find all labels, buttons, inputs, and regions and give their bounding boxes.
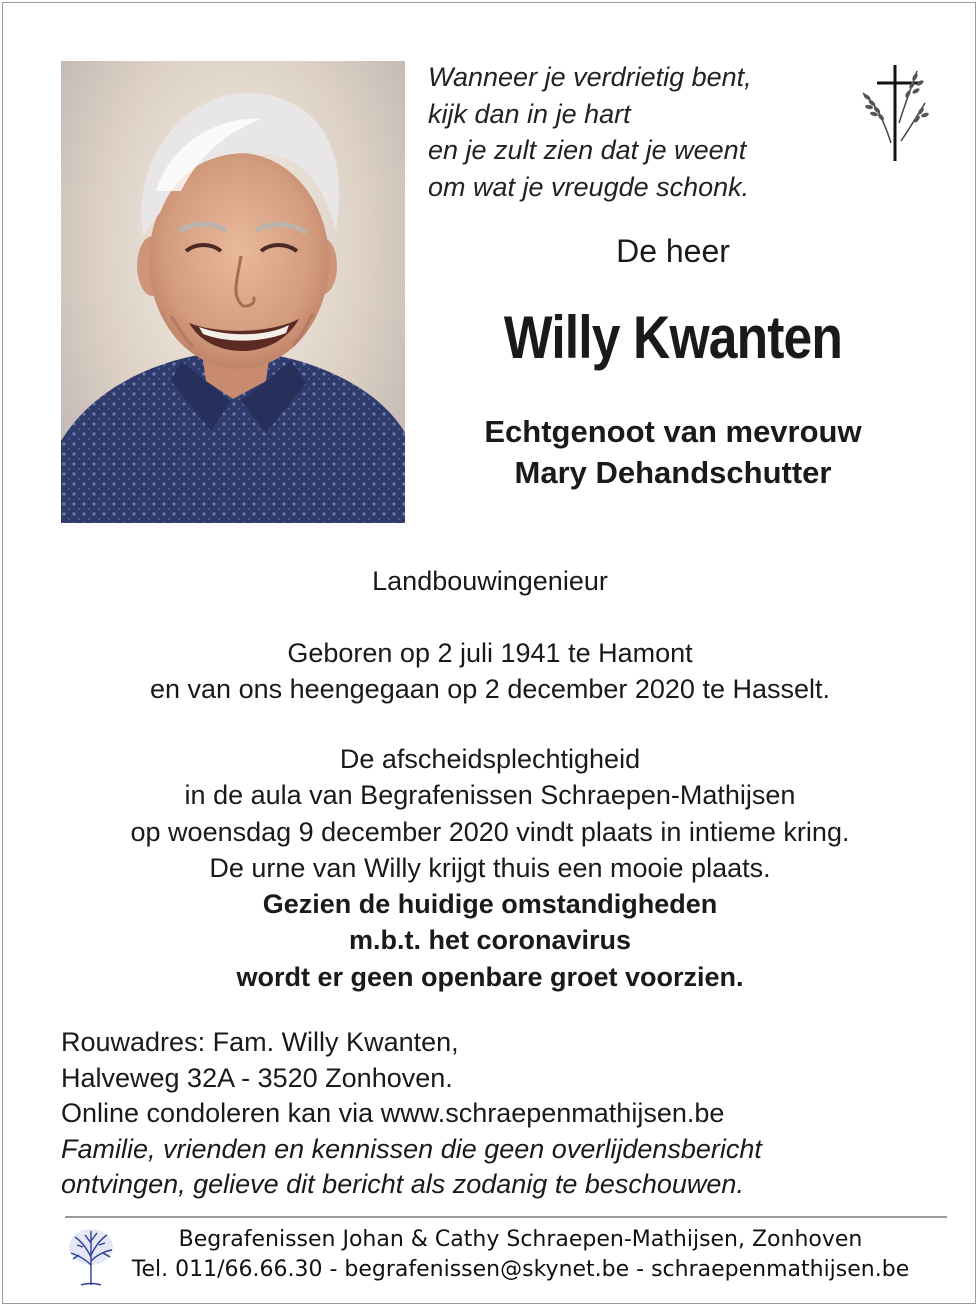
cross-with-wheat-icon	[855, 63, 935, 163]
spouse-name: Mary Dehandschutter	[514, 455, 832, 490]
honorific: De heer	[616, 233, 730, 269]
notice-line: wordt er geen openbare groet voorzien.	[236, 961, 744, 992]
service-line: in de aula van Begrafenissen Schraepen-Mathijsen	[184, 780, 796, 811]
service-line: De urne van Willy krijgt thuis een mooie plaats.	[209, 852, 771, 883]
service-line: op woensdag 9 december 2020 vindt plaats in intieme kring.	[130, 816, 850, 847]
occupation: Landbouwingenieur	[372, 566, 608, 596]
address-line: Halveweg 32A - 3520 Zonhoven.	[61, 1062, 453, 1093]
address-line: Rouwadres: Fam. Willy Kwanten,	[61, 1027, 459, 1057]
funeral-home-footer	[123, 1225, 918, 1285]
funeral-home-name: Begrafenissen Johan & Cathy Schraepen-Mathijsen, Zonhoven	[178, 1227, 863, 1252]
deceased-name: Willy Kwanten	[503, 304, 843, 371]
birth-line: Geboren op 2 juli 1941 te Hamont	[287, 638, 693, 668]
obituary-card	[2, 2, 976, 1304]
spouse-info	[413, 411, 933, 493]
notice-line: Gezien de huidige omstandigheden	[262, 889, 718, 920]
service-info	[3, 741, 977, 995]
life-dates	[3, 635, 977, 708]
contact-line: Tel. 011/66.66.30 - begrafenissen@skynet.be - schraepenmathijsen.be	[131, 1257, 910, 1282]
poem	[428, 59, 828, 205]
poem-line: en je zult zien dat je weent	[428, 135, 747, 165]
notice-line: m.b.t. het coronavirus	[348, 925, 632, 956]
poem-line: kijk dan in je hart	[428, 98, 631, 129]
notice-italic-line: ontvingen, gelieve dit bericht als zodanig te beschouwen.	[61, 1169, 744, 1199]
notice-italic-line: Familie, vrienden en kennissen die geen overlijdensbericht	[61, 1133, 762, 1164]
tree-logo-icon	[65, 1225, 117, 1287]
poem-line: om wat je vreugde schonk.	[428, 171, 750, 202]
condolence-line: Online condoleren kan via www.schraepenmathijsen.be	[61, 1098, 725, 1128]
poem-line: Wanneer je verdrietig bent,	[428, 62, 752, 92]
address-block	[61, 1025, 941, 1203]
service-line: De afscheidsplechtigheid	[339, 744, 641, 774]
footer-divider	[65, 1216, 947, 1218]
spouse-line: Echtgenoot van mevrouw	[484, 414, 862, 449]
portrait-photo	[61, 61, 405, 523]
death-line: en van ons heengegaan op 2 december 2020 te Hasselt.	[150, 674, 830, 705]
